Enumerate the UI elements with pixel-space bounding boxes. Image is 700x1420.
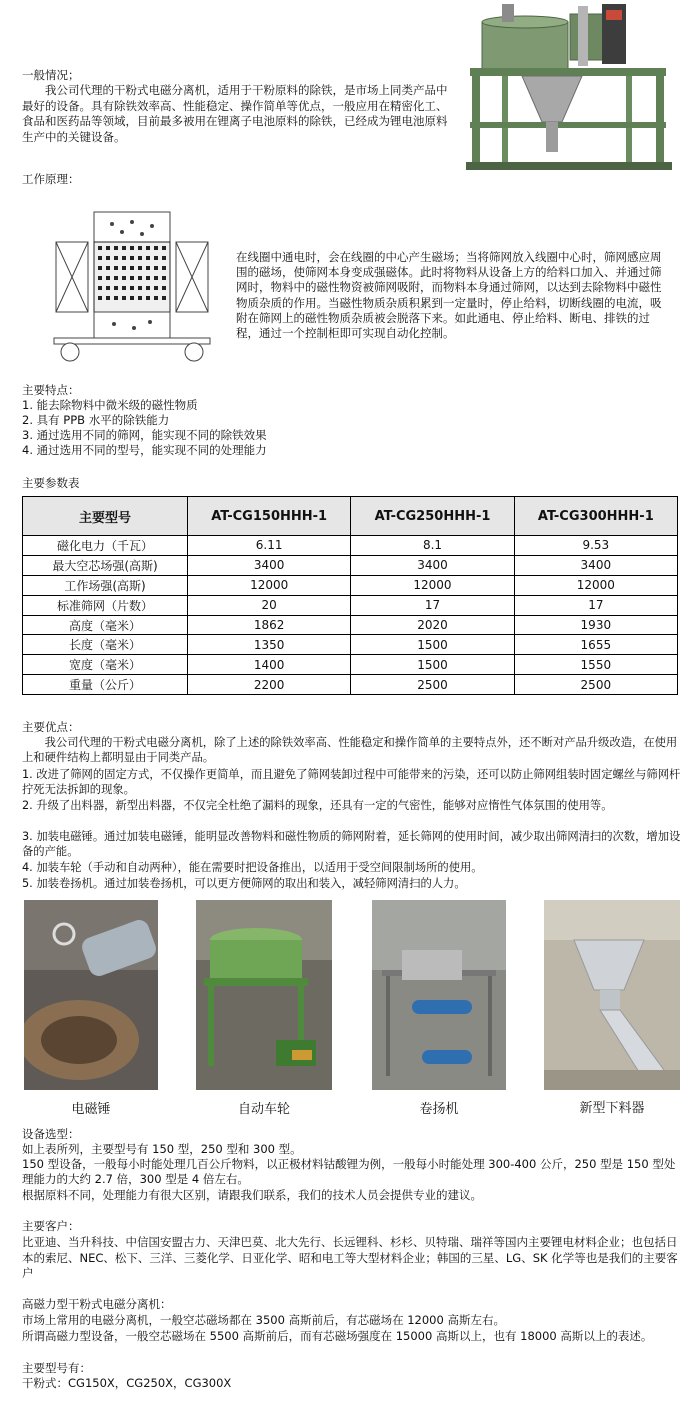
row-label: 宽度（毫米） [23, 655, 188, 675]
features-heading: 主要特点： [22, 383, 80, 397]
photo-new-discharger [544, 900, 680, 1090]
feature-item-2: 2. 具有 PPB 水平的除铁能力 [22, 413, 170, 427]
highmag-line-2: 所谓高磁力型设备，一般空芯磁场在 5500 高斯前后，而有芯磁场强度在 15000 高斯以上，也有 18000 高斯以上的表述。 [22, 1329, 653, 1343]
advantages-heading: 主要优点： [22, 720, 80, 734]
params-header-row [23, 497, 678, 536]
cell: 1930 [514, 615, 677, 635]
advantages-intro: 我公司代理的干粉式电磁分离机，除了上述的除铁效率高、性能稳定和操作简单的主要特点外，还不断对产品升级改造，在使用上和硬件结构上都明显由于同类产品。 [22, 736, 678, 765]
cell: 8.1 [351, 536, 514, 556]
cell: 1500 [351, 635, 514, 655]
cell: 6.11 [188, 536, 351, 556]
feature-item-1: 1. 能去除物料中微米级的磁性物质 [22, 398, 198, 412]
models-list: 干粉式：CG150X，CG250X，CG300X [22, 1376, 232, 1390]
cell: 3400 [188, 555, 351, 575]
machine-photo [462, 2, 678, 176]
principle-diagram [52, 208, 212, 364]
cell: 2020 [351, 615, 514, 635]
cell: 1655 [514, 635, 677, 655]
params-table [22, 496, 678, 695]
cell: 2500 [351, 675, 514, 695]
cell: 3400 [351, 555, 514, 575]
selection-line-3: 根据原料不同，处理能力有很大区别，请跟我们联系，我们的技术人员会提供专业的建议。 [22, 1188, 482, 1202]
table-row [23, 675, 678, 695]
table-row [23, 635, 678, 655]
advantage-item-3: 3. 加装电磁锤。通过加装电磁锤，能明显改善物料和磁性物质的筛网附着，延长筛网的使用时间，减少取出筛网清扫的次数，增加设备的产能。 [22, 830, 681, 859]
principle-text: 在线圈中通电时，会在线圈的中心产生磁场；当将筛网放入线圈中心时，筛网感应周围的磁场，使筛网本身变成强磁体。此时将物料从设备上方的给料口加入、并通过筛网时，物料中的磁性物资被筛网吸附，而物料本身通过筛网，以达到去除物料中磁性物质杂质的作用。当磁性物质杂质积累到一定量时，停止给料，切断线圈的电流，吸附在筛网上的磁性物质杂质被会脱落下来。如此通电、停止给料、断电、排铁的过程，通过一个控制柜即可实现自动化控制。 [236, 250, 662, 341]
photo-winch [372, 900, 506, 1090]
row-label: 高度（毫米） [23, 615, 188, 635]
params-col-cg250: AT-CG250HHH-1 [351, 497, 514, 536]
cell: 20 [188, 595, 351, 615]
table-row [23, 595, 678, 615]
customers-text: 比亚迪、当升科技、中信国安盟古力、天津巴莫、北大先行、长远锂科、杉杉、贝特瑞、瑞祥等国内主要锂电材料企业；也包括日本的索尼、NEC、松下、三洋、三菱化学、日亚化学、昭和电工等大型材料企业；韩国的三星、LG、SK 化学等也是我们的主要客户 [22, 1235, 678, 1280]
table-row [23, 575, 678, 595]
feature-item-3: 3. 通过选用不同的筛网，能实现不同的除铁效果 [22, 428, 267, 442]
photo-caption-4: 新型下料器 [579, 1101, 645, 1116]
cell: 3400 [514, 555, 677, 575]
row-label: 重量（公斤） [23, 675, 188, 695]
customers-heading: 主要客户： [22, 1219, 80, 1233]
feature-item-4: 4. 通过选用不同的型号，能实现不同的处理能力 [22, 443, 267, 457]
photo-caption-1: 电磁锤 [71, 1102, 111, 1117]
params-col-cg150: AT-CG150HHH-1 [188, 497, 351, 536]
cell: 2500 [514, 675, 677, 695]
models-heading: 主要型号有： [22, 1361, 91, 1375]
overview-text: 我公司代理的干粉式电磁分离机，适用于干粉原料的除铁，是市场上同类产品中最好的设备。具有除铁效率高、性能稳定、操作简单等优点，一般应用在精密化工、食品和医药品等领域，目前最多被用在锂离子电池原料的除铁，已经成为锂电池原料生产中的关键设备。 [22, 83, 448, 144]
photo-auto-wheels [196, 900, 332, 1090]
cell: 1400 [188, 655, 351, 675]
row-label: 磁化电力（千瓦） [23, 536, 188, 556]
selection-line-1: 如上表所列，主要型号有 150 型，250 型和 300 型。 [22, 1142, 302, 1156]
cell: 17 [514, 595, 677, 615]
table-row [23, 536, 678, 556]
selection-heading: 设备选型： [22, 1127, 80, 1141]
overview-heading: 一般情况； [22, 68, 80, 82]
cell: 12000 [188, 575, 351, 595]
highmag-line-1: 市场上常用的电磁分离机，一般空芯磁场都在 3500 高斯前后，有芯磁场在 12000 高斯左右。 [22, 1313, 505, 1327]
params-heading: 主要参数表 [22, 476, 80, 490]
table-row [23, 655, 678, 675]
photo-caption-2: 自动车轮 [237, 1102, 290, 1117]
table-row [23, 555, 678, 575]
row-label: 标准筛网（片数） [23, 595, 188, 615]
cell: 12000 [351, 575, 514, 595]
table-row [23, 615, 678, 635]
cell: 1550 [514, 655, 677, 675]
params-col-model: 主要型号 [23, 497, 188, 536]
row-label: 最大空芯场强(高斯) [23, 555, 188, 575]
params-col-cg300: AT-CG300HHH-1 [514, 497, 677, 536]
cell: 9.53 [514, 536, 677, 556]
principle-heading: 工作原理： [22, 172, 80, 186]
row-label: 长度（毫米） [23, 635, 188, 655]
cell: 17 [351, 595, 514, 615]
cell: 1500 [351, 655, 514, 675]
advantage-item-1: 1. 改进了筛网的固定方式，不仅操作更简单，而且避免了筛网装卸过程中可能带来的污染，还可以防止筛网组装时固定螺丝与筛网杆拧死无法拆卸的现象。 [22, 768, 681, 797]
cell: 12000 [514, 575, 677, 595]
cell: 2200 [188, 675, 351, 695]
selection-line-2: 150 型设备，一般每小时能处理几百公斤物料，以正极材料钴酸锂为例，一般每小时能处理 300-400 公斤，250 型是 150 型处理能力的大约 2.7 倍，300 型是 4 倍左右。 [22, 1157, 676, 1186]
advantage-item-5: 5. 加装卷扬机。通过加装卷扬机，可以更方便筛网的取出和装入，减轻筛网清扫的人力。 [22, 877, 466, 890]
advantage-item-4: 4. 加装车轮（手动和自动两种），能在需要时把设备推出，以适用于受空间限制场所的使用。 [22, 861, 483, 874]
cell: 1350 [188, 635, 351, 655]
photo-caption-3: 卷扬机 [419, 1102, 459, 1117]
advantage-item-2: 2. 升级了出料器，新型出料器，不仅完全杜绝了漏料的现象，还具有一定的气密性，能够对应惰性气体氛围的使用等。 [22, 799, 613, 812]
row-label: 工作场强(高斯) [23, 575, 188, 595]
highmag-heading: 高磁力型干粉式电磁分离机： [22, 1297, 172, 1311]
photo-electromagnetic-hammer [24, 900, 158, 1090]
cell: 1862 [188, 615, 351, 635]
